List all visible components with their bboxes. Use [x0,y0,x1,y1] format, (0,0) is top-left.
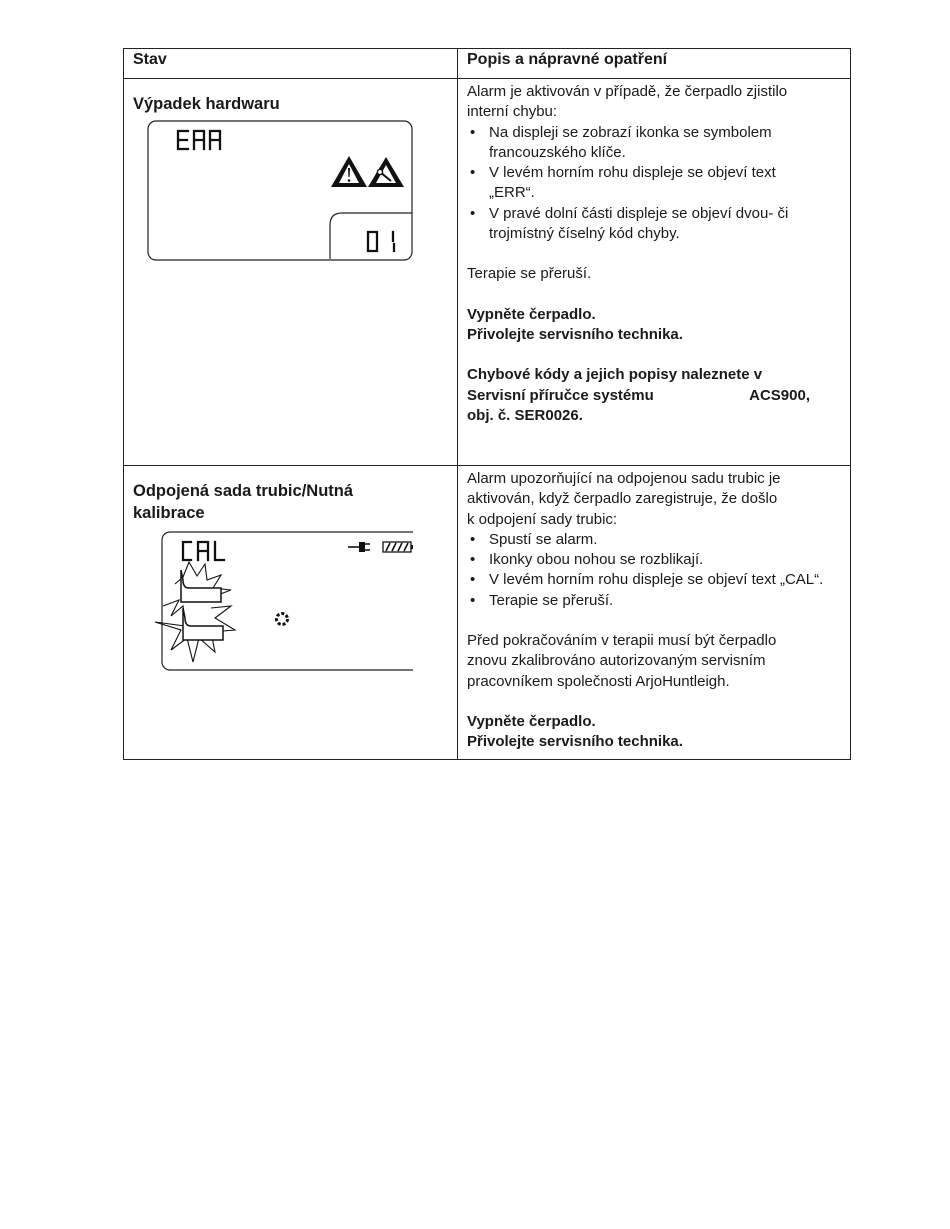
warning-triangle-icon [331,156,367,187]
intro-line: Alarm je aktivován v případě, že čerpadlo zjistilo [467,83,788,100]
intro-line: aktivován, když čerpadlo zaregistruje, že došlo [467,490,778,508]
table-row [124,466,851,760]
intro-line: interní chybu: [467,103,558,121]
code-segment-01 [368,232,394,251]
table-row [124,79,851,466]
list-item: • Spustí se alarm. [467,530,841,550]
action-text: Vypněte čerpadlo. [467,305,596,323]
header-description: Popis a nápravné opatření [458,49,851,79]
lcd-display-cal [141,530,413,676]
note-text: Chybové kódy a jejich popisy naleznete v [467,366,763,384]
description-cell [458,79,851,466]
list-item: • Na displeji se zobrazí ikonka se symbolem francouzského klíče. [467,123,841,164]
list-item: • V pravé dolní části displeje se objeví dvou- či trojmístný číselný kód chyby. [467,204,841,245]
list-item: • V levém horním rohu displeje se objeví text „CAL“. [467,570,841,590]
list-item: • Ikonky obou nohou se rozblikají. [467,550,841,570]
state-title: Výpadek hardwaru [133,95,280,113]
para-line: pracovníkem společnosti ArjoHuntleigh. [467,672,730,690]
bullet-list [467,530,841,611]
description-cell [458,466,851,760]
bullet-list [467,123,841,245]
note-text: obj. č. SER0026. [467,406,583,424]
action-text: Přivolejte servisního technika. [467,733,683,751]
state-cell [124,79,458,466]
state-title: Odpojená sada trubic/Nutná kalibrace [133,482,354,522]
cal-segment-text [183,542,224,560]
plug-icon [348,542,370,552]
list-item: • V levém horním rohu displeje se objeví text „ERR“. [467,163,841,204]
intro-line: k odpojení sady trubic: [467,510,618,528]
leg-2-blink-icon [155,600,235,662]
action-text: Přivolejte servisního technika. [467,325,683,343]
err-segment-text [178,131,220,149]
therapy-text: Terapie se přeruší. [467,265,592,283]
leg-1-blink-icon [175,562,231,602]
alarm-table [123,48,851,760]
intro-line: Alarm upozorňující na odpojenou sadu trubic je [467,470,781,487]
header-state: Stav [124,49,458,79]
state-cell [124,466,458,760]
table-header-row [124,49,851,79]
para-line: znovu zkalibrováno autorizovaným servisním [467,652,766,670]
wrench-triangle-icon [368,157,404,187]
action-text: Vypněte čerpadlo. [467,712,596,730]
battery-icon [383,542,413,552]
asterisk-icon [277,614,288,625]
lcd-display-err [147,120,417,265]
para-line: Před pokračováním v terapii musí být čerpadlo [467,632,777,650]
note-text: Servisní příručce systému ACS900, [467,386,810,404]
list-item: • Terapie se přeruší. [467,591,841,611]
